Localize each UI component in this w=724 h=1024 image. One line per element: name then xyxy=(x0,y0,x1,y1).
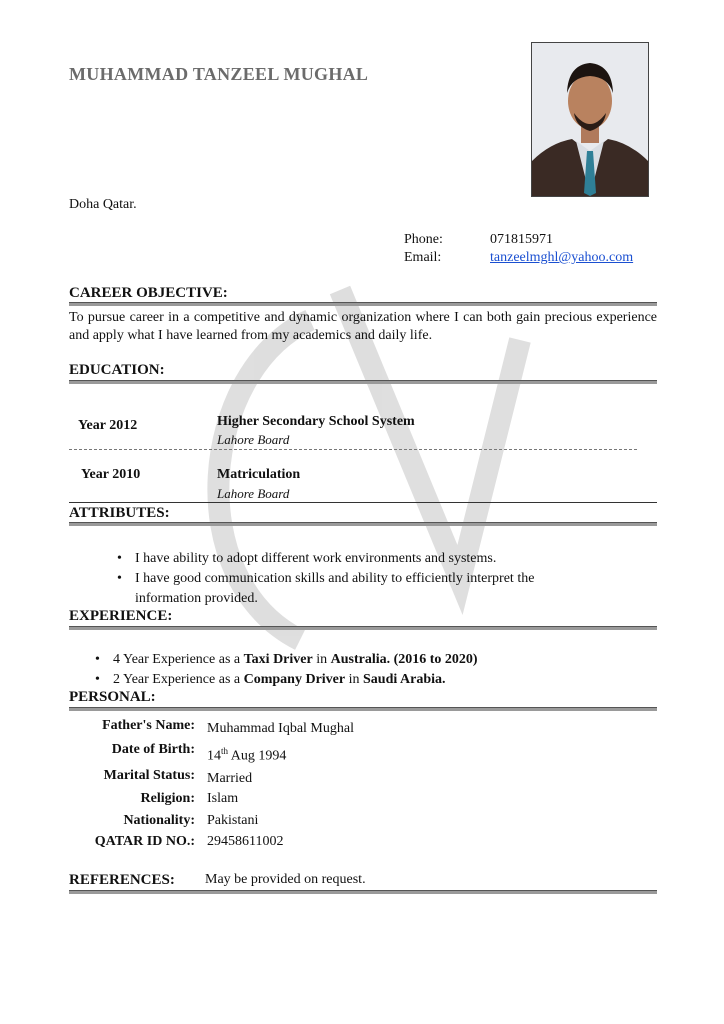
experience-text: 2 Year Experience as a xyxy=(113,672,244,687)
experience-list xyxy=(93,650,653,690)
list-item xyxy=(93,670,653,690)
attributes-list xyxy=(115,549,595,609)
list-item: • I have ability to adopt different work environments and systems. xyxy=(115,549,595,569)
education-divider xyxy=(69,449,637,450)
references-heading: REFERENCES: xyxy=(69,872,175,888)
experience-role: Company Driver xyxy=(243,672,346,687)
section-rule xyxy=(69,522,657,526)
references-text: May be provided on request. xyxy=(205,872,366,887)
education-year: Year 2012 xyxy=(78,418,138,433)
education-title: Higher Secondary School System xyxy=(217,414,415,429)
dob-value: 14th Aug 1994 xyxy=(207,746,287,764)
section-rule xyxy=(69,707,657,711)
education-divider xyxy=(69,502,657,503)
attributes-heading: ATTRIBUTES: xyxy=(69,505,170,521)
location: Doha Qatar. xyxy=(69,197,137,212)
list-item xyxy=(93,650,653,670)
personal-heading: PERSONAL: xyxy=(69,689,156,705)
nationality-label: Nationality: xyxy=(123,813,195,828)
career-objective-heading: CAREER OBJECTIVE: xyxy=(69,285,228,301)
phone-label: Phone: xyxy=(404,232,443,247)
religion-value: Islam xyxy=(207,791,239,806)
qatar-id-label: QATAR ID NO.: xyxy=(94,834,195,849)
marital-status-value: Married xyxy=(207,771,253,786)
education-board: Lahore Board xyxy=(217,486,290,501)
section-rule xyxy=(69,380,657,384)
qatar-id-value: 29458611002 xyxy=(207,834,284,849)
education-title: Matriculation xyxy=(217,467,301,482)
email-label: Email: xyxy=(404,250,442,265)
education-heading: EDUCATION: xyxy=(69,362,165,378)
experience-place: Australia. (2016 to 2020) xyxy=(330,652,478,667)
email-link[interactable]: tanzeelmghl@yahoo.com xyxy=(490,250,634,265)
phone-value: 071815971 xyxy=(490,232,553,247)
contact-block xyxy=(404,231,633,267)
profile-photo xyxy=(531,42,649,197)
experience-text: in xyxy=(345,672,364,687)
education-year: Year 2010 xyxy=(81,467,141,482)
religion-label: Religion: xyxy=(140,791,195,806)
candidate-name: MUHAMMAD TANZEEL MUGHAL xyxy=(69,64,369,84)
section-rule xyxy=(69,626,657,630)
experience-role: Taxi Driver xyxy=(243,652,313,667)
experience-text: 4 Year Experience as a xyxy=(113,652,244,667)
fathers-name-label: Father's Name: xyxy=(102,718,195,733)
dob-label: Date of Birth: xyxy=(111,742,195,757)
list-item: • I have good communication skills and ability to efficiently interpret the information provided. xyxy=(115,569,595,609)
section-rule xyxy=(69,302,657,306)
career-objective-text: To pursue career in a competitive and dynamic organization where I can both gain precious experience and apply what I have learned from my academics and daily life. xyxy=(69,310,657,343)
education-board: Lahore Board xyxy=(217,432,290,447)
experience-text: in xyxy=(312,652,331,667)
experience-place: Saudi Arabia. xyxy=(363,672,446,687)
marital-status-label: Marital Status: xyxy=(103,768,195,783)
fathers-name-value: Muhammad Iqbal Mughal xyxy=(207,721,354,736)
experience-heading: EXPERIENCE: xyxy=(69,608,173,624)
section-rule xyxy=(69,890,657,894)
nationality-value: Pakistani xyxy=(207,813,259,828)
